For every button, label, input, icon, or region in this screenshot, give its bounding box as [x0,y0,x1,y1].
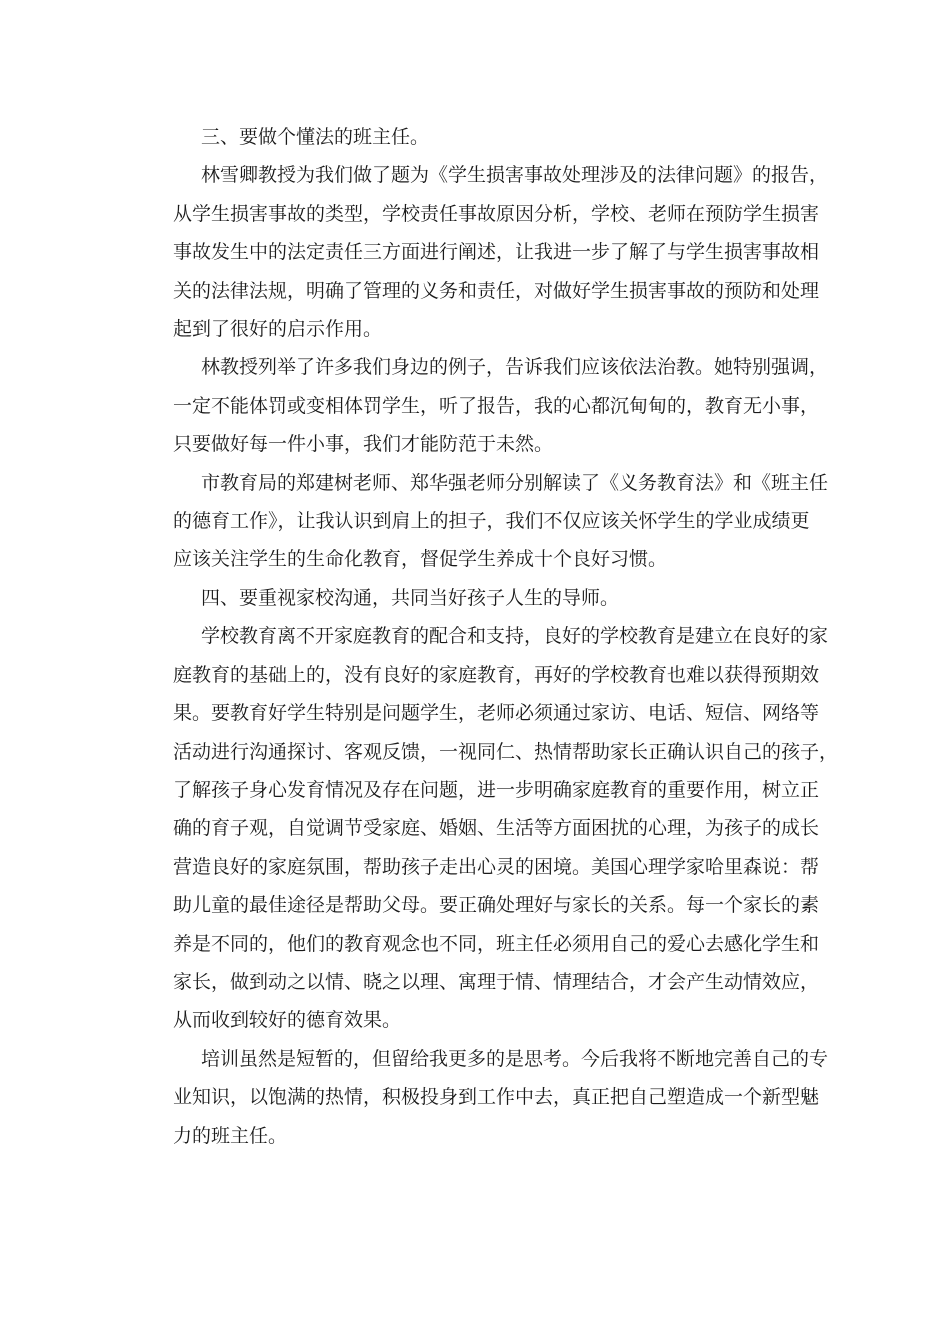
section-heading-4 [145,579,805,617]
text-line: 活动进行沟通探讨、客观反馈，一视同仁、热情帮助家长正确认识自己的孩子， [173,740,839,763]
document-body [145,118,839,1155]
text-line: 力的班主任。 [173,1124,288,1147]
text-line: 营造良好的家庭氛围，帮助孩子走出心灵的困境。美国心理学家哈里森说：帮 [173,855,820,878]
paragraph-professor-examples [145,348,829,463]
text-line: 确的育子观，自觉调节受家庭、婚姻、生活等方面困扰的心理，为孩子的成长 [173,817,820,840]
section-heading-3 [145,118,805,156]
text-line: 只要做好每一件小事，我们才能防范于未然。 [173,433,554,456]
text-line: 从而收到较好的德育效果。 [173,1009,402,1032]
text-line: 关的法律法规，明确了管理的义务和责任，对做好学生损害事故的预防和处理 [173,279,820,302]
text-line: 业知识，以饱满的热情，积极投身到工作中去，真正把自己塑造成一个新型魅 [173,1086,820,1109]
text-line: 三、要做个懂法的班主任。 [201,126,430,148]
paragraph-conclusion [145,1040,829,1155]
text-line: 从学生损害事故的类型，学校责任事故原因分析，学校、老师在预防学生损害 [173,202,820,225]
text-line: 的德育工作》，让我认识到肩上的担子，我们不仅应该关怀学生的学业成绩更 [173,510,810,533]
text-line: 应该关注学生的生命化教育，督促学生养成十个良好习惯。 [173,548,668,571]
text-line: 四、要重视家校沟通，共同当好孩子人生的导师。 [201,586,620,609]
paragraph-home-school-communication [145,617,839,1039]
text-line: 果。要教育好学生特别是问题学生，老师必须通过家访、电话、短信、网络等 [173,702,820,725]
text-line: 起到了很好的启示作用。 [173,318,383,341]
text-line: 庭教育的基础上的，没有良好的家庭教育，再好的学校教育也难以获得预期效 [173,663,820,686]
text-line: 养是不同的，他们的教育观念也不同，班主任必须用自己的爱心去感化学生和 [173,932,820,955]
text-line: 林教授列举了许多我们身边的例子，告诉我们应该依法治教。她特别强调， [201,356,829,379]
text-line: 家长，做到动之以情、晓之以理、寓理于情、情理结合，才会产生动情效应， [173,970,820,993]
paragraph-lin-xueqing-report [145,156,829,348]
text-line: 林雪卿教授为我们做了题为《学生损害事故处理涉及的法律问题》的报告， [201,164,829,187]
text-line: 一定不能体罚或变相体罚学生，听了报告，我的心都沉甸甸的，教育无小事， [173,394,820,417]
text-line: 了解孩子身心发育情况及存在问题，进一步明确家庭教育的重要作用，树立正 [173,778,820,801]
text-line: 市教育局的郑建树老师、郑华强老师分别解读了《义务教育法》和《班主任 [201,471,829,494]
text-line: 培训虽然是短暂的，但留给我更多的是思考。今后我将不断地完善自己的专 [201,1047,829,1070]
text-line: 学校教育离不开家庭教育的配合和支持，良好的学校教育是建立在良好的家 [201,625,829,648]
text-line: 事故发生中的法定责任三方面进行阐述，让我进一步了解了与学生损害事故相 [173,241,820,264]
text-line: 助儿童的最佳途径是帮助父母。要正确处理好与家长的关系。每一个家长的素 [173,894,820,917]
paragraph-education-bureau [145,464,829,579]
